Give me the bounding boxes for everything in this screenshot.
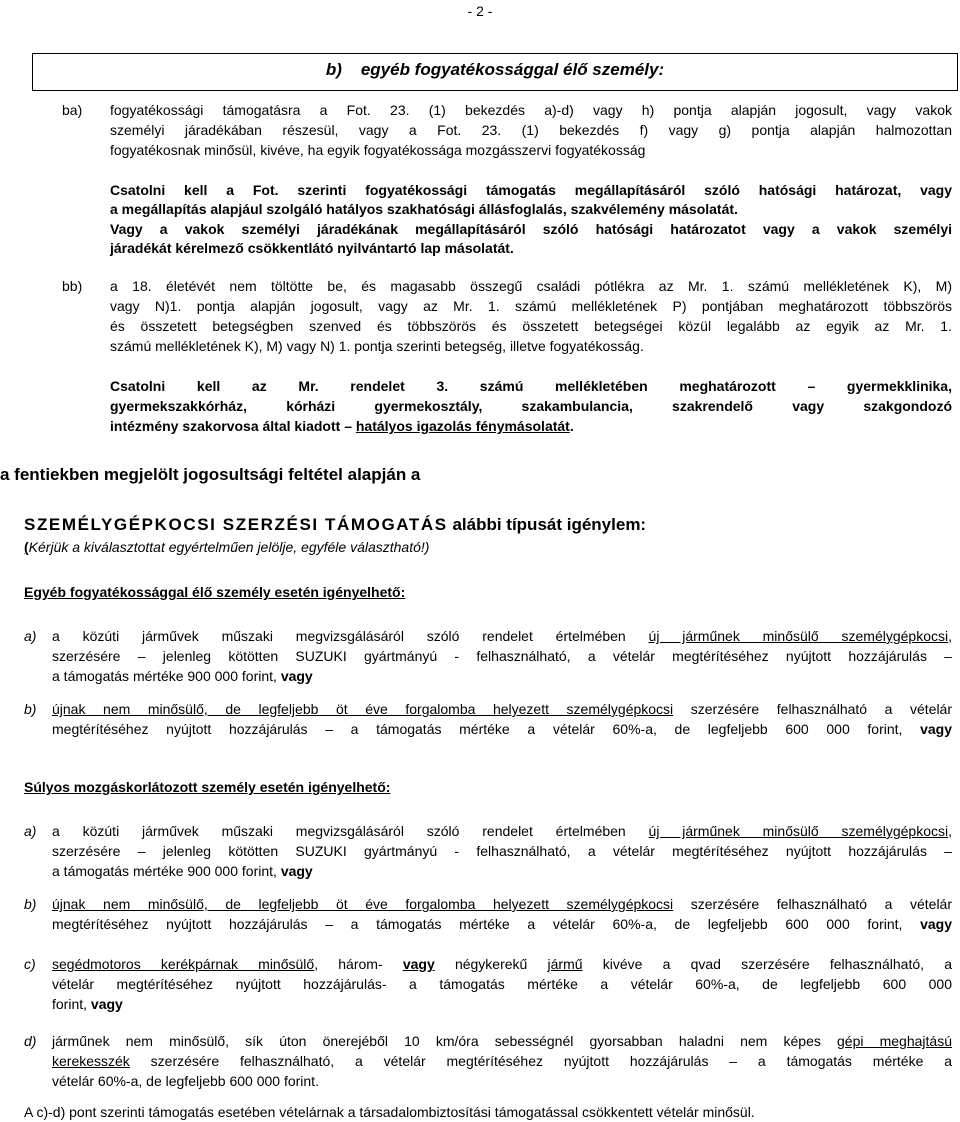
egyeb-b-line-2-text: megtérítéséhez nyújtott hozzájárulás – a támogatás mértéke a vételár 60%-a, de legfeljebb 600 000 forint, [52,721,921,737]
bb-attach-line-3 [110,417,952,436]
sulyos-a-line-3-text: a támogatás mértéke 900 000 forint, [52,863,281,879]
ba-line-1: fogyatékossági támogatásra a Fot. 23. (1) bekezdés a)-d) vagy h) pontja alapján jogosult, vagy vakok [110,102,952,118]
ba-attach-2-line-1: Vagy a vakok személyi járadékának megállapításáról szóló hatósági határozatot vagy a vakok személyi [110,221,952,237]
egyeb-a-line-3-text: a támogatás mértéke 900 000 forint, [52,668,281,684]
szemelygepkocsi-rest: alábbi típusát igénylem: [447,515,647,534]
bb-label: bb) [62,278,83,294]
bb-line-2: vagy N)1. pontja alapján jogosult, vagy az Mr. 1. számú mellékletének P) pontjában meghatározott többszörös [110,298,952,314]
sulyos-b-label: b) [24,896,37,912]
egyeb-a-label: a) [24,628,37,644]
sulyos-c-line-1-text-1: , három- [314,956,403,972]
sulyos-d-line-1-text: járműnek nem minősülő, sík úton önerejéből 10 km/óra sebességnél gyorsabban haladni nem képes [52,1033,837,1049]
bb-attach-line-3-underlined: hatályos igazolás fénymásolatát [355,418,570,434]
szemelygepkocsi-heading [24,515,646,534]
sulyos-a-line-3-vagy: vagy [280,863,313,879]
sulyos-b-line-1-text: szerzésére felhasználható a vételár [673,896,953,912]
sulyos-c-line-1-vagy: vagy [402,956,435,972]
egyeb-a-line-2: szerzésére – jelenleg kötötten SUZUKI gyártmányú - felhasználható, a vételár megtérítéséhez nyújtott hozzájárulás – [52,648,952,664]
egyeb-b-label: b) [24,701,37,717]
sulyos-b-line-2 [52,915,952,934]
fentiekben-heading: a fentiekben megjelölt jogosultsági feltétel alapján a [0,465,421,484]
egyeb-b-line-1-text: szerzésére felhasználható a vételár [673,701,953,717]
sulyos-a-line-2: szerzésére – jelenleg kötötten SUZUKI gyártmányú - felhasználható, a vételár megtérítéséhez nyújtott hozzájárulás – [52,843,952,859]
sulyos-a-line-1-text: a közúti járművek műszaki megvizsgálásáról szóló rendelet értelmében [52,823,649,839]
ba-attach-2-line-2: járadékát kérelmező csökkentlátó nyilvántartó lap másolatát. [110,240,514,256]
sulyos-b-line-1-underlined: újnak nem minősülő, de legfeljebb öt éve forgalomba helyezett személygépkocsi [52,896,674,912]
bb-attach-line-3-text: intézmény szakorvosa által kiadott – [110,418,356,434]
section-title [32,60,958,79]
bb-attach-line-3-end: . [569,418,574,434]
ba-attach-1-line-1: Csatolni kell a Fot. szerinti fogyatékossági támogatás megállapításáról szóló hatósági határozat, vagy [110,182,952,198]
sulyos-d-line-2-underlined: kerekesszék [52,1053,130,1069]
sulyos-c-line-3 [52,995,952,1014]
ba-label: ba) [62,102,83,118]
egyeb-heading: Egyéb fogyatékossággal élő személy esetén igényelhető: [24,584,406,600]
egyeb-a-line-3-vagy: vagy [280,668,313,684]
egyeb-a-line-1-end: , [948,628,952,644]
ba-line-2: személyi járadékában részesül, vagy a Fot. 23. (1) bekezdés f) vagy g) pontja alapján halmozottan [110,122,952,138]
page-number: - 2 - [467,3,493,19]
bb-line-3: és összetett betegségben szenved és többszörös és összetett betegségei közül legalább az egyik az Mr. 1. [110,318,952,334]
bb-line-1: a 18. életévét nem töltötte be, és magasabb összegű családi pótlékra az Mr. 1. számú mellékletének K), M) [110,278,952,294]
bb-line-4: számú mellékletének K), M) vagy N) 1. pontja szerinti betegség, illetve fogyatékosság. [110,338,644,354]
footer-note: A c)-d) pont szerinti támogatás esetében vételárnak a társadalombiztosítási támogatással csökkentett vételár minősül. [24,1104,755,1120]
egyeb-b-line-2 [52,720,952,739]
egyeb-a-line-1-text: a közúti járművek műszaki megvizsgálásáról szóló rendelet értelmében [52,628,649,644]
bb-attach-line-2: gyermekszakkórház, kórházi gyermekosztály, szakambulancia, szakrendelő vagy szakgondozó [110,398,952,414]
sulyos-a-line-1-end: , [948,823,952,839]
egyeb-b-line-2-vagy: vagy [920,721,952,737]
egyeb-b-line-1 [52,700,952,719]
egyeb-a-line-1 [52,627,952,646]
sulyos-c-line-1-underlined-2: jármű [547,956,583,972]
szemelygepkocsi-caps: SZEMÉLYGÉPKOCSI SZERZÉSI TÁMOGATÁS [24,515,448,534]
sulyos-c-line-1-underlined-1: segédmotoros kerékpárnak minősülő [52,956,315,972]
sulyos-c-line-1-text-2: négykerekű [434,956,548,972]
sulyos-a-line-3 [52,862,952,881]
section-title-prefix: b) [325,60,342,79]
egyeb-a-line-1-underlined: új járműnek minősülő személygépkocsi [648,628,949,644]
sulyos-heading: Súlyos mozgáskorlátozott személy esetén igényelhető: [24,779,391,795]
ba-line-3: fogyatékosnak minősül, kivéve, ha egyik fogyatékossága mozgásszervi fogyatékosság [110,142,646,158]
sulyos-a-line-1 [52,822,952,841]
sulyos-d-line-1-underlined: gépi meghajtású [837,1033,952,1049]
sulyos-c-label: c) [24,956,36,972]
section-title-text: egyéb fogyatékossággal élő személy: [360,60,665,79]
bb-attach-line-1: Csatolni kell az Mr. rendelet 3. számú mellékletében meghatározott – gyermekklinika, [110,378,952,394]
sulyos-d-line-1 [52,1032,952,1051]
sulyos-b-line-1 [52,895,952,914]
sulyos-c-line-1 [52,955,952,974]
sulyos-c-line-3-vagy: vagy [90,996,123,1012]
sulyos-c-line-2: vételár megtérítéséhez nyújtott hozzájárulás- a támogatás mértéke a vételár 60%-a, de legfeljebb 600 000 [52,976,952,992]
kerjuk-paren: ( [24,539,29,555]
sulyos-d-line-2-text: szerzésére felhasználható, a vételár megtérítéséhez nyújtott hozzájárulás – a támogatás mértéke a [129,1053,952,1069]
kerjuk-note [24,538,952,557]
sulyos-d-line-3: vételár 60%-a, de legfeljebb 600 000 forint. [52,1073,319,1089]
sulyos-a-line-1-underlined: új járműnek minősülő személygépkocsi [648,823,949,839]
sulyos-d-line-2 [52,1052,952,1071]
sulyos-c-line-1-text-3: kivéve a qvad szerzésére felhasználható, a [582,956,952,972]
egyeb-b-line-1-underlined: újnak nem minősülő, de legfeljebb öt éve forgalomba helyezett személygépkocsi [52,701,674,717]
egyeb-a-line-3 [52,667,952,686]
sulyos-d-label: d) [24,1033,37,1049]
ba-attach-1-line-2: a megállapítás alapjául szolgáló hatályos szakhatósági állásfoglalás, szakvélemény másolatát. [110,201,738,217]
sulyos-c-line-3-text: forint, [52,996,91,1012]
kerjuk-text: Kérjük a kiválasztottat egyértelműen jelölje, egyféle választható!) [28,539,430,555]
sulyos-a-label: a) [24,823,37,839]
sulyos-b-line-2-text: megtérítéséhez nyújtott hozzájárulás – a támogatás mértéke a vételár 60%-a, de legfeljebb 600 000 forint, [52,916,921,932]
sulyos-b-line-2-vagy: vagy [920,916,952,932]
